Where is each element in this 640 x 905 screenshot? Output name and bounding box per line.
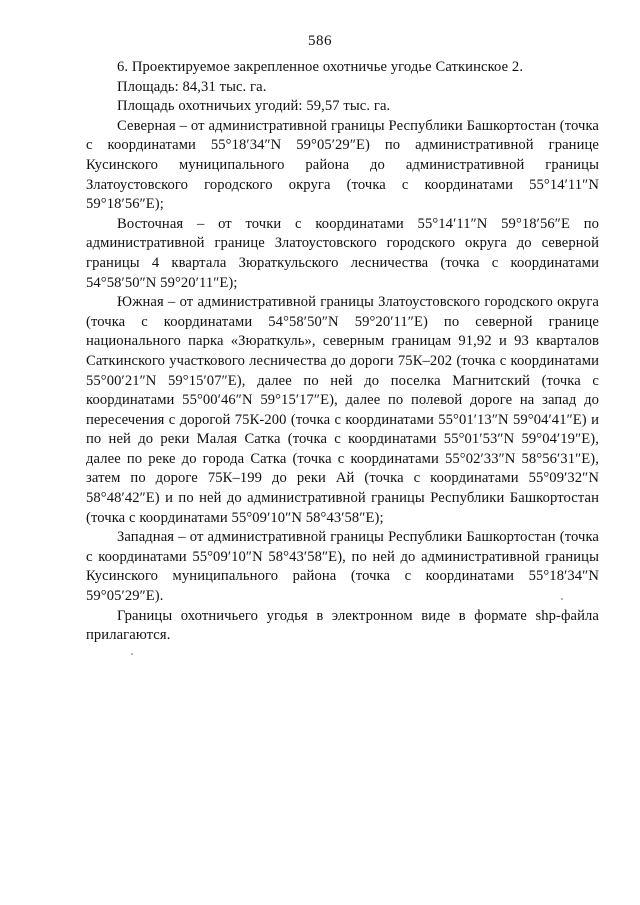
scan-speck (131, 653, 133, 655)
boundary-west: Западная – от административной границы Республики Башкортостан (точка с координатами 55°09′10″N 58°43′58″E), по ней до административной границы Кусинского муниципального района (точка с координатами 55°18′34″N 59°05′29″E). (86, 529, 599, 605)
boundary-south: Южная – от административной границы Златоустовского городского округа (точка с координатами 54°58′50″N 59°20′11″E) по северной границе национального парка «Зюраткуль», северным границам 91,92 и 93 кварталов Саткинского участкового лесничества до дороги 75К–202 (точка с координатами 55°00′21″N 59°15′07″E), далее по ней до поселка Магнитский (точка с координатами 55°00′46″N 59°15′17″E), далее по полевой дороге на запад до пересечения с дорогой 75К-200 (точка с координатами 55°01′13″N 59°04′41″E) и по ней до реки Малая Сатка (точка с координатами 55°01′53″N 59°04′19″E), далее по реке до города Сатка (точка с координатами 55°02′33″N 58°56′31″E), затем по дороге 75К–199 до реки Ай (точка с координатами 55°09′32″N 58°48′42″E) и по ней до административной границы Республики Башкортостан (точка с координатами 55°09′10″N 58°43′58″E); (86, 294, 599, 526)
page-number: 586 (308, 33, 332, 49)
document-body (86, 58, 599, 646)
section-heading: 6. Проектируемое закрепленное охотничье угодье Саткинское 2. (117, 59, 524, 75)
area-total: Площадь: 84,31 тыс. га. (117, 78, 267, 95)
boundary-north: Северная – от административной границы Республики Башкортостан (точка с координатами 55°18′34″N 59°05′29″E) по административной границе Кусинского муниципального района до административной границы Златоустовского городского округа (точка с координатами 55°14′11″N 59°18′56″E); (86, 117, 599, 213)
scan-speck (561, 598, 563, 600)
shapefile-note: Границы охотничьего угодья в электронном виде в формате shp-файла прилагаются. (86, 607, 599, 644)
boundary-east: Восточная – от точки с координатами 55°14′11″N 59°18′56″E по административной границе Златоустовского городского округа до северной границы 4 квартала Зюраткульского лесничества (точка с координатами 54°58′50″N 59°20′11″E); (86, 215, 599, 291)
area-hunting-grounds: Площадь охотничьих угодий: 59,57 тыс. га. (117, 98, 391, 115)
